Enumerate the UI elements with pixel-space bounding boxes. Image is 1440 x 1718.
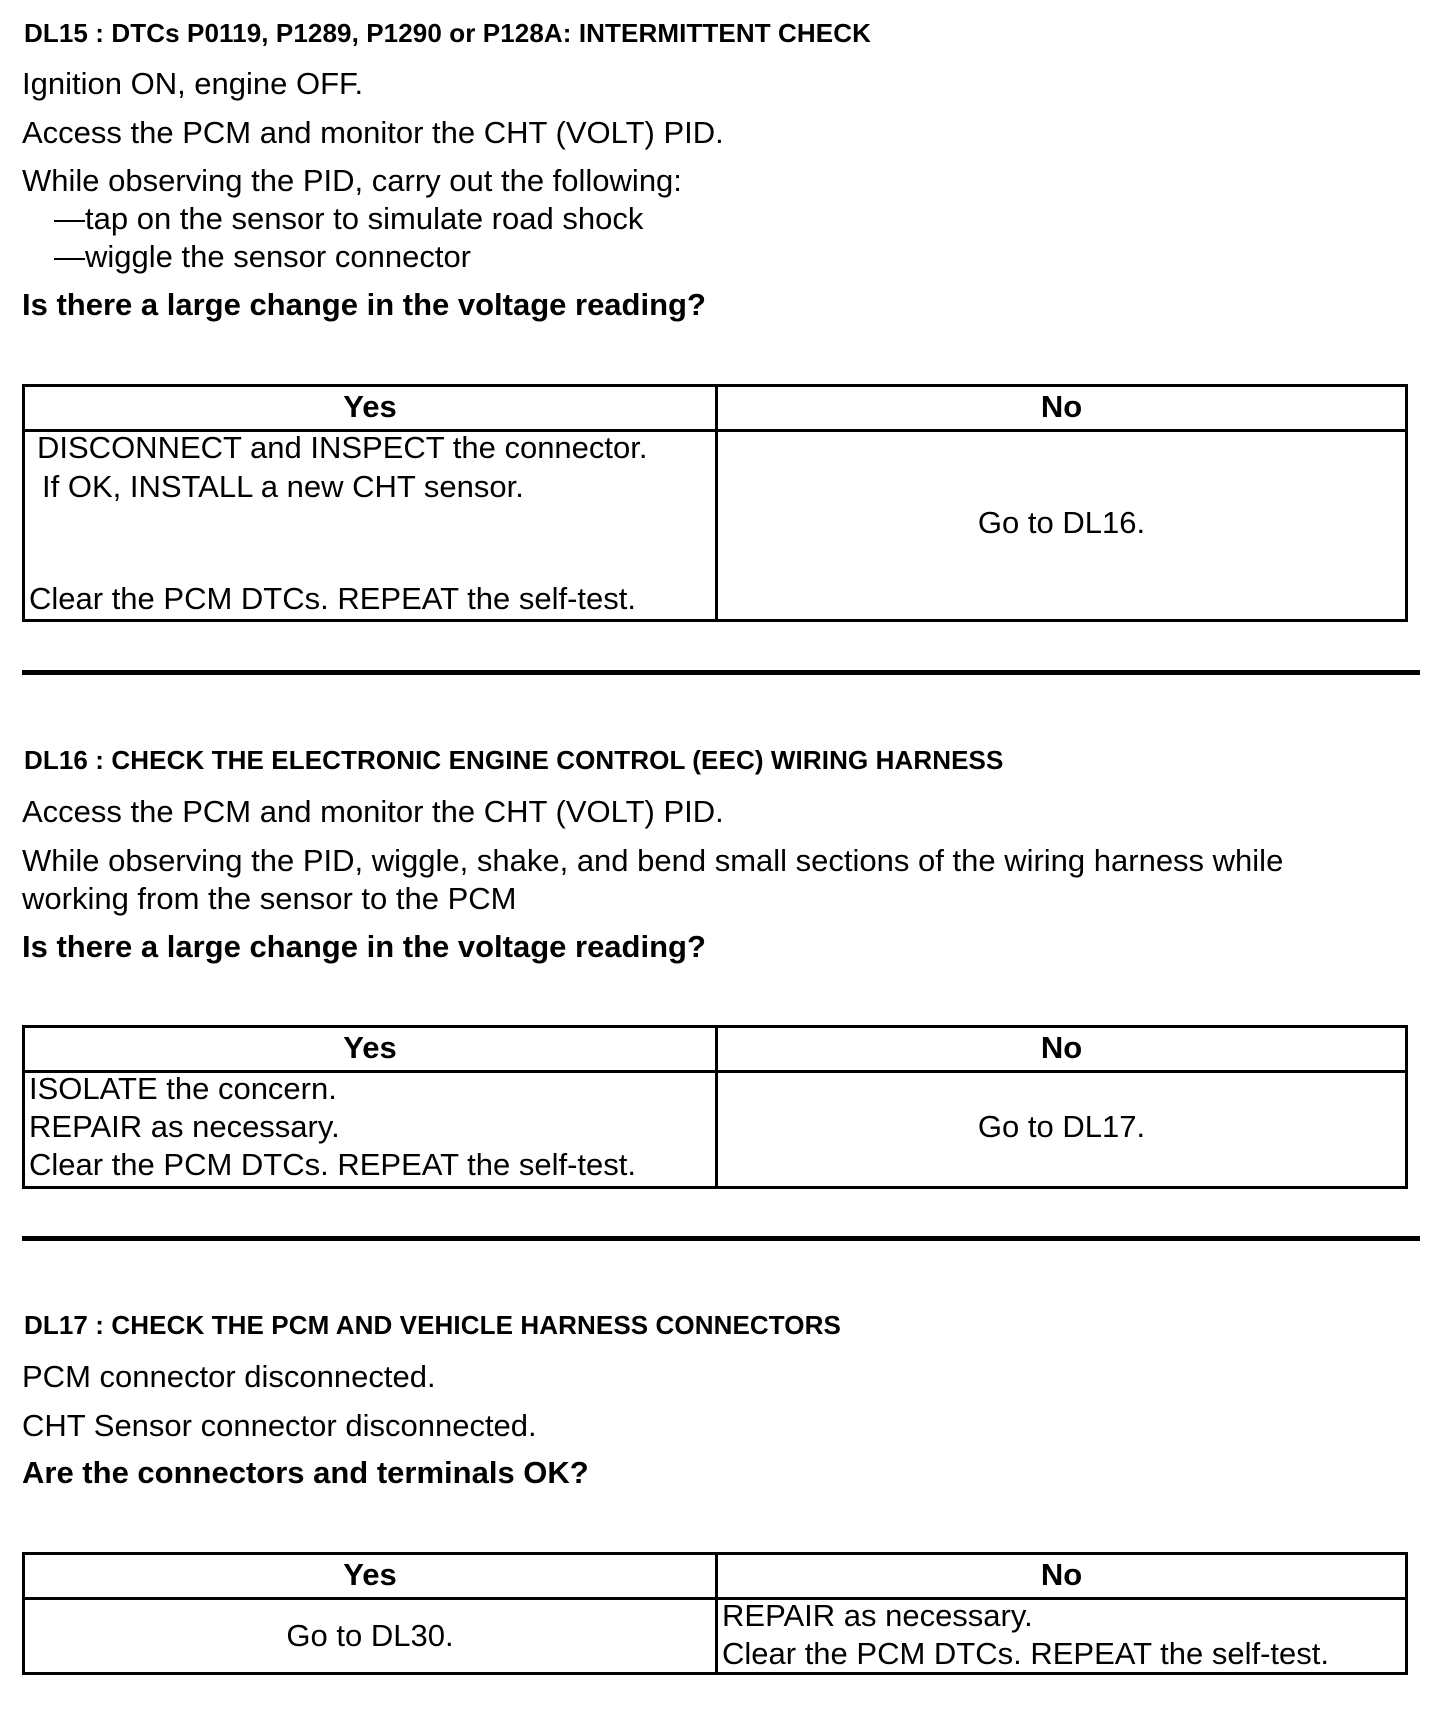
dl15-line-1: Ignition ON, engine OFF. bbox=[22, 66, 364, 101]
dl15-step-1: —tap on the sensor to simulate road shock bbox=[54, 201, 644, 236]
dl16-yes-line-3: Clear the PCM DTCs. REPEAT the self-test. bbox=[29, 1147, 636, 1182]
dl16-question: Is there a large change in the voltage reading? bbox=[22, 929, 706, 964]
dl16-heading: DL16 : CHECK THE ELECTRONIC ENGINE CONTROL (EEC) WIRING HARNESS bbox=[24, 745, 1004, 775]
dl16-line-3: working from the sensor to the PCM bbox=[22, 881, 517, 916]
dl16-yes-line-1: ISOLATE the concern. bbox=[29, 1071, 337, 1106]
dl17-yes-text: Go to DL30. bbox=[286, 1618, 454, 1653]
dl15-no-text: Go to DL16. bbox=[977, 505, 1146, 540]
dl15-step-2: —wiggle the sensor connector bbox=[54, 239, 472, 274]
dl16-yes-header: Yes bbox=[343, 1030, 397, 1065]
dl15-yes-header: Yes bbox=[343, 389, 397, 424]
dl15-yes-line-3: Clear the PCM DTCs. REPEAT the self-test. bbox=[29, 581, 636, 616]
dl17-line-2: CHT Sensor connector disconnected. bbox=[22, 1408, 537, 1443]
dl15-separator bbox=[22, 670, 1420, 675]
dl15-line-3: While observing the PID, carry out the following: bbox=[22, 163, 682, 198]
dl16-yes-line-2: REPAIR as necessary. bbox=[29, 1109, 340, 1144]
dl16-no-header: No bbox=[1040, 1030, 1083, 1065]
dl16-no-text: Go to DL17. bbox=[977, 1109, 1146, 1144]
dl16-line-1: Access the PCM and monitor the CHT (VOLT) PID. bbox=[22, 794, 724, 829]
dl16-table bbox=[22, 1025, 1408, 1189]
dl17-yes-header: Yes bbox=[343, 1557, 397, 1592]
dl17-no-line-2: Clear the PCM DTCs. REPEAT the self-test. bbox=[722, 1636, 1329, 1671]
dl15-yes-line-1: DISCONNECT and INSPECT the connector. bbox=[37, 430, 648, 465]
dl17-heading: DL17 : CHECK THE PCM AND VEHICLE HARNESS CONNECTORS bbox=[24, 1310, 841, 1340]
dl15-yes-line-2: If OK, INSTALL a new CHT sensor. bbox=[42, 469, 524, 504]
dl15-question: Is there a large change in the voltage reading? bbox=[22, 287, 706, 322]
dl17-no-line-1: REPAIR as necessary. bbox=[722, 1598, 1033, 1633]
dl17-line-1: PCM connector disconnected. bbox=[22, 1359, 436, 1394]
dl15-heading: DL15 : DTCs P0119, P1289, P1290 or P128A: INTERMITTENT CHECK bbox=[24, 18, 871, 48]
dl17-question: Are the connectors and terminals OK? bbox=[22, 1455, 589, 1490]
dl16-separator bbox=[22, 1236, 1420, 1241]
dl17-no-header: No bbox=[1040, 1557, 1083, 1592]
dl15-line-2: Access the PCM and monitor the CHT (VOLT) PID. bbox=[22, 115, 724, 150]
dl15-no-header: No bbox=[1040, 389, 1083, 424]
dl15-table bbox=[22, 384, 1408, 622]
dl17-table bbox=[22, 1552, 1408, 1675]
dl16-line-2: While observing the PID, wiggle, shake, and bend small sections of the wiring harness while bbox=[22, 843, 1284, 878]
